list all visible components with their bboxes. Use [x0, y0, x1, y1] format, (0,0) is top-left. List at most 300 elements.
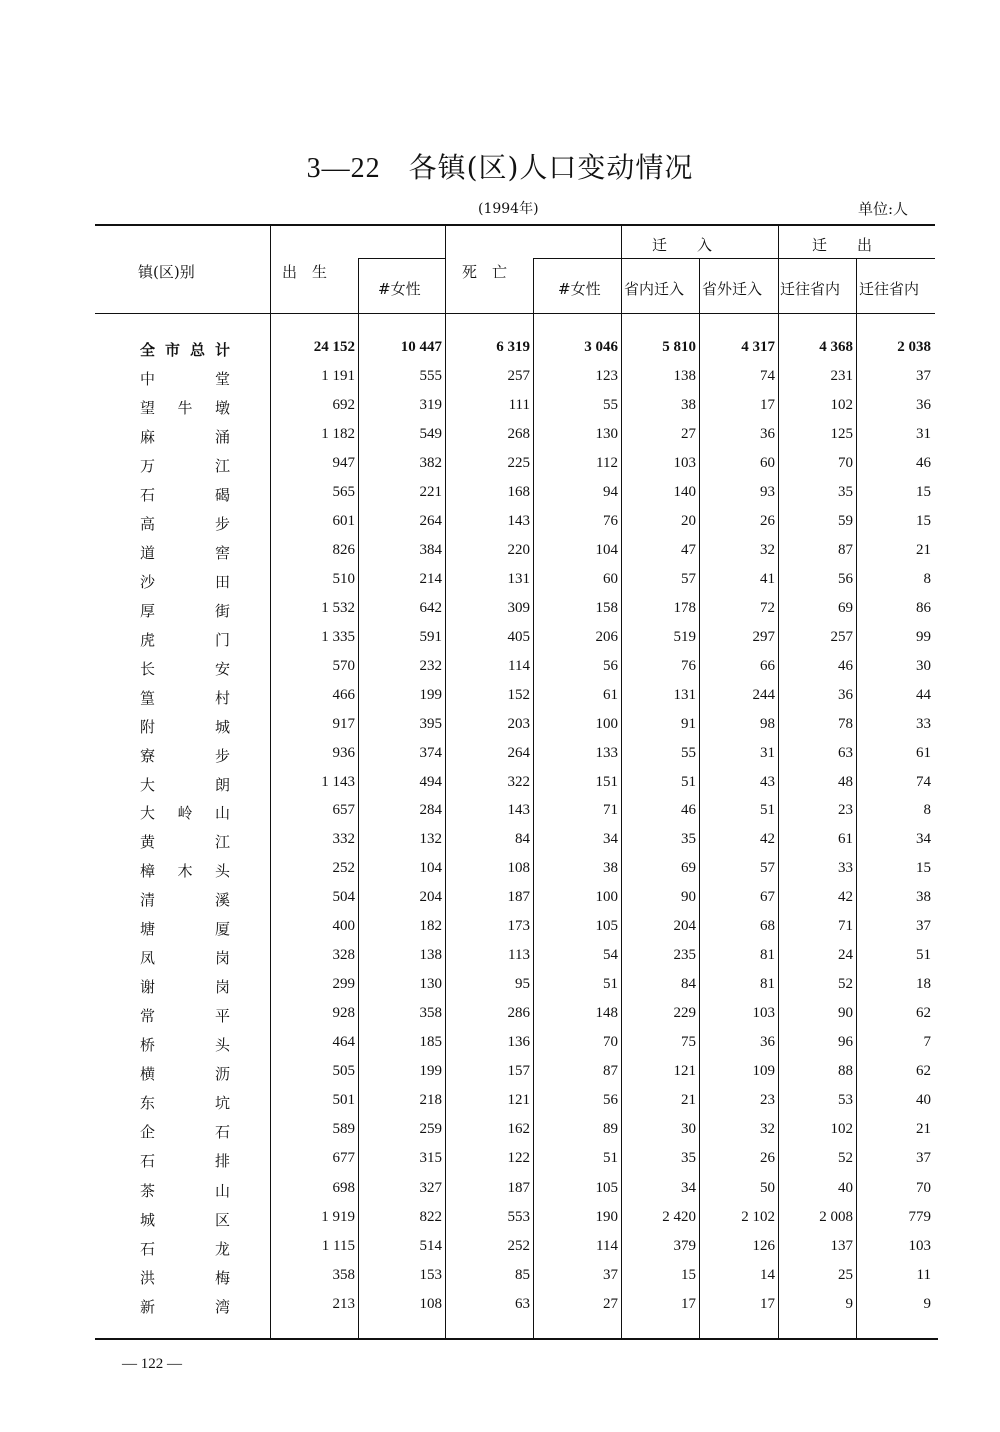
row-value-1: 936 — [332, 745, 355, 761]
row-value-1: 565 — [332, 484, 355, 500]
row-value-6: 17 — [760, 397, 775, 413]
row-value-3: 152 — [507, 687, 530, 703]
row-value-6: 244 — [752, 687, 775, 703]
row-value-5: 76 — [681, 658, 696, 674]
row-value-8: 86 — [916, 600, 931, 616]
row-value-4: 148 — [595, 1005, 618, 1021]
row-value-1: 466 — [332, 687, 355, 703]
row-value-8: 70 — [916, 1180, 931, 1196]
row-value-1: 692 — [332, 397, 355, 413]
town-name-char: 石 — [214, 1123, 230, 1141]
town-name-char: 山 — [214, 1182, 230, 1200]
table-row — [0, 658, 1000, 687]
row-value-4: 100 — [595, 716, 618, 732]
table-row — [0, 368, 1000, 397]
town-name-char: 樟 — [140, 862, 156, 880]
row-value-1: 328 — [332, 947, 355, 963]
row-value-6: 66 — [760, 658, 775, 674]
row-town-name — [140, 658, 230, 679]
row-value-1: 1 532 — [321, 600, 355, 616]
table-row — [0, 831, 1000, 860]
row-value-4: 38 — [603, 860, 618, 876]
row-value-5: 21 — [681, 1092, 696, 1108]
row-value-1: 928 — [332, 1005, 355, 1021]
row-town-name — [140, 1296, 230, 1317]
row-town-name — [140, 716, 230, 737]
row-town-name — [140, 1267, 230, 1288]
town-name-char: 石 — [140, 486, 156, 504]
row-value-5: 46 — [681, 802, 696, 818]
row-value-8: 99 — [916, 629, 931, 645]
town-name-char: 横 — [140, 1065, 156, 1083]
header-town: 镇(区)别 — [138, 263, 195, 281]
row-town-name — [140, 629, 230, 650]
row-value-3: 203 — [507, 716, 530, 732]
row-value-5: 27 — [681, 426, 696, 442]
town-name-char: 虎 — [140, 631, 156, 649]
row-value-8: 38 — [916, 889, 931, 905]
row-value-7: 35 — [838, 484, 853, 500]
town-name-char: 麻 — [140, 428, 156, 446]
row-value-8: 2 038 — [897, 339, 931, 355]
row-value-5: 131 — [673, 687, 696, 703]
row-value-7: 78 — [838, 716, 853, 732]
row-value-1: 826 — [332, 542, 355, 558]
table-row — [0, 745, 1000, 774]
row-value-8: 8 — [923, 571, 931, 587]
row-value-2: 199 — [419, 1063, 442, 1079]
row-value-6: 68 — [760, 918, 775, 934]
row-value-6: 50 — [760, 1180, 775, 1196]
row-value-2: 153 — [419, 1267, 442, 1283]
header-subrule-death — [533, 258, 935, 259]
row-value-3: 122 — [507, 1150, 530, 1166]
town-name-char: 江 — [214, 457, 230, 475]
table-row — [0, 1092, 1000, 1121]
row-value-1: 917 — [332, 716, 355, 732]
row-value-5: 204 — [673, 918, 696, 934]
row-value-7: 87 — [838, 542, 853, 558]
header-birth-female: #女性 — [378, 280, 421, 298]
town-name-char: 平 — [214, 1007, 230, 1025]
header-death: 死 亡 — [462, 263, 508, 281]
row-town-name — [140, 687, 230, 708]
town-name-char: 石 — [140, 1240, 156, 1258]
town-name-char: 厦 — [214, 920, 230, 938]
row-value-7: 56 — [838, 571, 853, 587]
row-value-3: 553 — [507, 1209, 530, 1225]
row-value-4: 51 — [603, 976, 618, 992]
table-row — [0, 774, 1000, 803]
row-value-6: 26 — [760, 513, 775, 529]
row-value-8: 62 — [916, 1005, 931, 1021]
table-row — [0, 513, 1000, 542]
row-value-8: 51 — [916, 947, 931, 963]
row-value-1: 358 — [332, 1267, 355, 1283]
row-value-4: 206 — [595, 629, 618, 645]
row-value-5: 75 — [681, 1034, 696, 1050]
row-value-2: 382 — [419, 455, 442, 471]
row-value-7: 25 — [838, 1267, 853, 1283]
row-value-4: 51 — [603, 1150, 618, 1166]
row-value-5: 519 — [673, 629, 696, 645]
row-value-2: 104 — [419, 860, 442, 876]
row-value-5: 90 — [681, 889, 696, 905]
town-name-char: 谢 — [140, 978, 156, 996]
row-value-3: 6 319 — [496, 339, 530, 355]
table-row — [0, 542, 1000, 571]
row-value-5: 178 — [673, 600, 696, 616]
row-value-8: 15 — [916, 513, 931, 529]
row-value-4: 133 — [595, 745, 618, 761]
row-town-name — [140, 600, 230, 621]
town-name-char: 城 — [214, 718, 230, 736]
town-name-char: 堂 — [214, 370, 230, 388]
table-title: 各镇(区)人口变动情况 — [408, 151, 694, 184]
row-value-4: 27 — [603, 1296, 618, 1312]
table-row — [0, 629, 1000, 658]
town-name-char: 窖 — [214, 544, 230, 562]
row-value-7: 59 — [838, 513, 853, 529]
row-value-2: 395 — [419, 716, 442, 732]
town-name-char: 排 — [214, 1152, 230, 1170]
row-value-3: 114 — [508, 658, 530, 674]
row-value-3: 286 — [507, 1005, 530, 1021]
row-value-8: 74 — [916, 774, 931, 790]
row-value-5: 51 — [681, 774, 696, 790]
row-value-4: 112 — [596, 455, 618, 471]
table-row — [0, 1034, 1000, 1063]
row-value-6: 43 — [760, 774, 775, 790]
table-row — [0, 1296, 1000, 1325]
header-out-province: 迁往省内 — [780, 280, 841, 298]
row-value-4: 105 — [595, 918, 618, 934]
row-town-name — [140, 542, 230, 563]
row-value-2: 132 — [419, 831, 442, 847]
town-name-char: 总 — [189, 341, 205, 359]
row-town-name — [140, 831, 230, 852]
row-value-5: 5 810 — [662, 339, 696, 355]
row-value-4: 94 — [603, 484, 618, 500]
town-name-char: 龙 — [214, 1240, 230, 1258]
row-value-8: 33 — [916, 716, 931, 732]
row-value-4: 61 — [603, 687, 618, 703]
row-value-7: 52 — [838, 1150, 853, 1166]
row-value-5: 379 — [673, 1238, 696, 1254]
town-name-char: 中 — [140, 370, 156, 388]
row-value-6: 41 — [760, 571, 775, 587]
row-value-2: 182 — [419, 918, 442, 934]
row-town-name — [140, 571, 230, 592]
table-row — [0, 1209, 1000, 1238]
row-value-5: 30 — [681, 1121, 696, 1137]
table-row — [0, 687, 1000, 716]
row-value-5: 2 420 — [662, 1209, 696, 1225]
row-value-6: 297 — [752, 629, 775, 645]
row-value-3: 220 — [507, 542, 530, 558]
row-town-name — [140, 339, 230, 360]
row-value-8: 8 — [923, 802, 931, 818]
row-value-2: 218 — [419, 1092, 442, 1108]
row-value-2: 642 — [419, 600, 442, 616]
row-value-2: 494 — [419, 774, 442, 790]
town-name-char: 溪 — [214, 891, 230, 909]
town-name-char: 全 — [140, 341, 156, 359]
row-value-2: 214 — [419, 571, 442, 587]
row-value-2: 204 — [419, 889, 442, 905]
row-value-3: 121 — [507, 1092, 530, 1108]
row-town-name — [140, 1034, 230, 1055]
row-value-4: 87 — [603, 1063, 618, 1079]
row-value-8: 15 — [916, 484, 931, 500]
row-value-4: 71 — [603, 802, 618, 818]
table-row — [0, 1238, 1000, 1267]
page-number: — 122 — — [122, 1356, 182, 1372]
row-value-4: 89 — [603, 1121, 618, 1137]
row-value-6: 74 — [760, 368, 775, 384]
table-row — [0, 1005, 1000, 1034]
row-value-4: 54 — [603, 947, 618, 963]
row-value-6: 32 — [760, 1121, 775, 1137]
table-row — [0, 918, 1000, 947]
row-value-6: 60 — [760, 455, 775, 471]
row-value-6: 72 — [760, 600, 775, 616]
row-value-3: 113 — [508, 947, 530, 963]
town-name-char: 常 — [140, 1007, 156, 1025]
row-value-5: 91 — [681, 716, 696, 732]
row-value-3: 84 — [515, 831, 530, 847]
row-value-6: 17 — [760, 1296, 775, 1312]
row-town-name — [140, 426, 230, 447]
row-value-7: 88 — [838, 1063, 853, 1079]
row-town-name — [140, 774, 230, 795]
row-value-4: 190 — [595, 1209, 618, 1225]
row-town-name — [140, 513, 230, 534]
row-value-8: 62 — [916, 1063, 931, 1079]
row-value-7: 9 — [845, 1296, 853, 1312]
row-town-name — [140, 918, 230, 939]
town-name-char: 沙 — [140, 573, 156, 591]
town-name-char: 湾 — [214, 1298, 230, 1316]
row-value-3: 257 — [507, 368, 530, 384]
row-value-7: 4 368 — [819, 339, 853, 355]
row-value-4: 114 — [596, 1238, 618, 1254]
row-value-4: 130 — [595, 426, 618, 442]
row-value-7: 102 — [830, 397, 853, 413]
row-value-5: 35 — [681, 1150, 696, 1166]
town-name-char: 岗 — [214, 978, 230, 996]
town-name-char: 城 — [140, 1211, 156, 1229]
header-subrule-birth — [358, 258, 445, 259]
row-value-2: 264 — [419, 513, 442, 529]
row-value-5: 47 — [681, 542, 696, 558]
row-value-8: 37 — [916, 368, 931, 384]
row-value-1: 332 — [332, 831, 355, 847]
row-value-2: 10 447 — [400, 339, 442, 355]
row-value-7: 90 — [838, 1005, 853, 1021]
row-value-2: 315 — [419, 1150, 442, 1166]
row-town-name — [140, 1150, 230, 1171]
row-value-1: 400 — [332, 918, 355, 934]
row-value-8: 37 — [916, 1150, 931, 1166]
row-value-5: 138 — [673, 368, 696, 384]
town-name-char: 篁 — [140, 689, 156, 707]
row-value-8: 37 — [916, 918, 931, 934]
town-name-char: 望 — [140, 399, 156, 417]
row-value-2: 319 — [419, 397, 442, 413]
row-value-4: 60 — [603, 571, 618, 587]
table-row — [0, 1267, 1000, 1296]
row-value-4: 151 — [595, 774, 618, 790]
town-name-char: 坑 — [214, 1094, 230, 1112]
row-value-7: 70 — [838, 455, 853, 471]
row-value-6: 31 — [760, 745, 775, 761]
row-value-1: 601 — [332, 513, 355, 529]
row-value-4: 100 — [595, 889, 618, 905]
town-name-char: 墩 — [214, 399, 230, 417]
row-value-2: 108 — [419, 1296, 442, 1312]
town-name-char: 岭 — [177, 804, 193, 822]
row-town-name — [140, 802, 230, 823]
town-name-char: 门 — [214, 631, 230, 649]
row-value-6: 126 — [752, 1238, 775, 1254]
header-out-group: 迁 出 — [812, 236, 873, 254]
town-name-char: 清 — [140, 891, 156, 909]
row-value-4: 55 — [603, 397, 618, 413]
town-name-char: 沥 — [214, 1065, 230, 1083]
table-row — [0, 600, 1000, 629]
row-value-5: 103 — [673, 455, 696, 471]
row-value-4: 123 — [595, 368, 618, 384]
row-value-2: 822 — [419, 1209, 442, 1225]
table-row — [0, 802, 1000, 831]
row-value-7: 63 — [838, 745, 853, 761]
row-value-7: 2 008 — [819, 1209, 853, 1225]
town-name-char: 黄 — [140, 833, 156, 851]
row-value-4: 3 046 — [584, 339, 618, 355]
row-value-6: 109 — [752, 1063, 775, 1079]
row-value-2: 358 — [419, 1005, 442, 1021]
row-value-3: 264 — [507, 745, 530, 761]
year-label: (1994年) — [478, 201, 539, 217]
row-value-7: 42 — [838, 889, 853, 905]
row-town-name — [140, 860, 230, 881]
row-value-3: 268 — [507, 426, 530, 442]
town-name-char: 步 — [214, 747, 230, 765]
row-value-1: 1 919 — [321, 1209, 355, 1225]
row-value-4: 105 — [595, 1180, 618, 1196]
row-value-4: 56 — [603, 1092, 618, 1108]
row-value-8: 30 — [916, 658, 931, 674]
row-value-5: 235 — [673, 947, 696, 963]
row-value-4: 104 — [595, 542, 618, 558]
table-row — [0, 484, 1000, 513]
table-row — [0, 1063, 1000, 1092]
row-value-2: 221 — [419, 484, 442, 500]
town-name-char: 塘 — [140, 920, 156, 938]
table-row — [0, 889, 1000, 918]
row-value-7: 69 — [838, 600, 853, 616]
row-value-8: 15 — [916, 860, 931, 876]
row-value-6: 81 — [760, 976, 775, 992]
row-town-name — [140, 484, 230, 505]
header-bottom-rule — [95, 313, 935, 314]
table-row-total — [0, 339, 1000, 368]
row-value-6: 57 — [760, 860, 775, 876]
row-value-7: 53 — [838, 1092, 853, 1108]
row-value-7: 125 — [830, 426, 853, 442]
row-value-5: 57 — [681, 571, 696, 587]
row-value-7: 231 — [830, 368, 853, 384]
table-row — [0, 716, 1000, 745]
town-name-char: 大 — [140, 804, 156, 822]
row-value-5: 121 — [673, 1063, 696, 1079]
row-value-6: 81 — [760, 947, 775, 963]
row-value-5: 34 — [681, 1180, 696, 1196]
row-value-6: 98 — [760, 716, 775, 732]
row-value-7: 71 — [838, 918, 853, 934]
row-value-1: 213 — [332, 1296, 355, 1312]
row-value-1: 698 — [332, 1180, 355, 1196]
row-value-6: 26 — [760, 1150, 775, 1166]
town-name-char: 厚 — [140, 602, 156, 620]
town-name-char: 寮 — [140, 747, 156, 765]
row-value-8: 21 — [916, 542, 931, 558]
row-value-2: 384 — [419, 542, 442, 558]
town-name-char: 田 — [214, 573, 230, 591]
row-value-2: 232 — [419, 658, 442, 674]
town-name-char: 区 — [214, 1211, 230, 1229]
row-value-2: 130 — [419, 976, 442, 992]
row-value-8: 7 — [923, 1034, 931, 1050]
row-value-8: 36 — [916, 397, 931, 413]
row-value-8: 34 — [916, 831, 931, 847]
row-value-6: 93 — [760, 484, 775, 500]
row-value-7: 24 — [838, 947, 853, 963]
town-name-char: 东 — [140, 1094, 156, 1112]
row-value-7: 257 — [830, 629, 853, 645]
header-out-outside: 迁往省内 — [859, 280, 920, 298]
row-value-7: 33 — [838, 860, 853, 876]
row-value-6: 42 — [760, 831, 775, 847]
row-town-name — [140, 1092, 230, 1113]
table-number: 3—22 — [306, 153, 381, 184]
row-value-3: 85 — [515, 1267, 530, 1283]
row-value-8: 103 — [908, 1238, 931, 1254]
row-value-6: 103 — [752, 1005, 775, 1021]
row-value-3: 309 — [507, 600, 530, 616]
row-value-1: 657 — [332, 802, 355, 818]
row-value-3: 157 — [507, 1063, 530, 1079]
top-rule — [95, 224, 935, 226]
table-row — [0, 860, 1000, 889]
row-value-2: 259 — [419, 1121, 442, 1137]
row-town-name — [140, 397, 230, 418]
town-name-char: 安 — [214, 660, 230, 678]
town-name-char: 江 — [214, 833, 230, 851]
row-value-2: 199 — [419, 687, 442, 703]
bottom-rule — [95, 1338, 938, 1340]
row-value-1: 677 — [332, 1150, 355, 1166]
town-name-char: 新 — [140, 1298, 156, 1316]
row-value-6: 36 — [760, 426, 775, 442]
row-value-7: 46 — [838, 658, 853, 674]
row-value-1: 947 — [332, 455, 355, 471]
table-row — [0, 1121, 1000, 1150]
row-value-2: 284 — [419, 802, 442, 818]
row-value-7: 36 — [838, 687, 853, 703]
row-value-6: 67 — [760, 889, 775, 905]
